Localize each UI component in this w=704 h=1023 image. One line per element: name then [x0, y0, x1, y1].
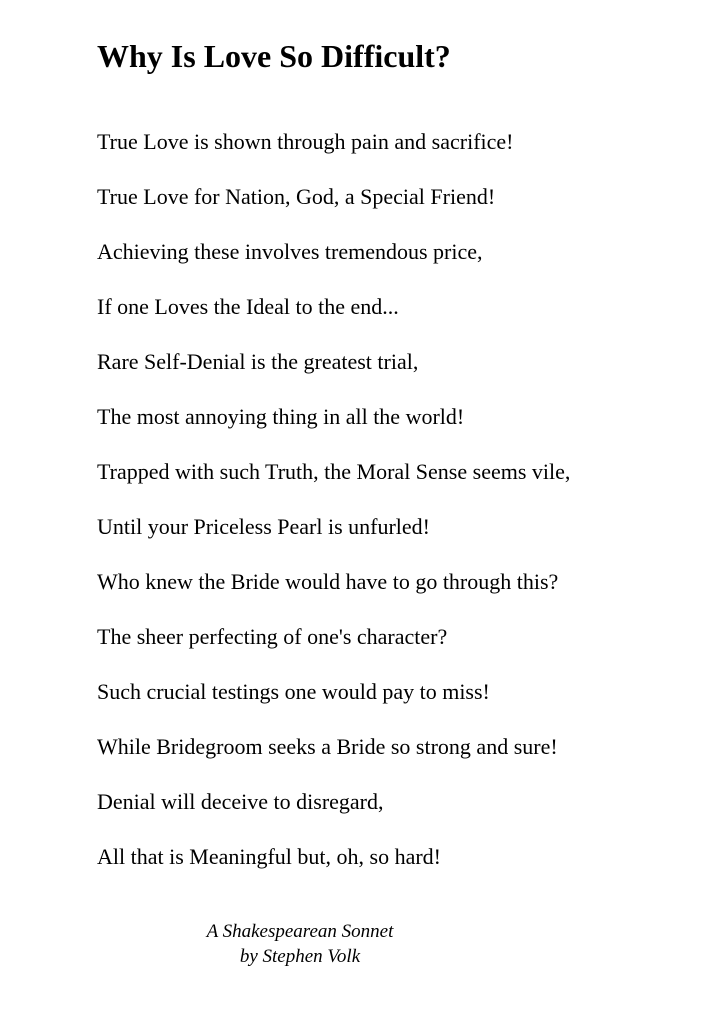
poem-line: All that is Meaningful but, oh, so hard! — [97, 844, 442, 869]
poem-line: Who knew the Bride would have to go through this? — [97, 569, 559, 594]
sonnet-form-label: A Shakespearean Sonnet — [206, 921, 394, 942]
poem-line: True Love is shown through pain and sacrifice! — [97, 129, 514, 154]
poem-title: Why Is Love So Difficult? — [97, 38, 451, 74]
poem-line: Trapped with such Truth, the Moral Sense seems vile, — [97, 459, 571, 484]
poem-line: While Bridegroom seeks a Bride so strong and sure! — [97, 734, 558, 759]
author-byline: by Stephen Volk — [239, 946, 361, 967]
poem-line: Rare Self-Denial is the greatest trial, — [97, 349, 419, 374]
attribution — [170, 919, 430, 969]
poem-line: True Love for Nation, God, a Special Friend! — [97, 184, 496, 209]
poem-line: Until your Priceless Pearl is unfurled! — [97, 514, 430, 539]
poem-line: The most annoying thing in all the world! — [97, 404, 465, 429]
poem-body — [97, 126, 697, 896]
poem-line: The sheer perfecting of one's character? — [97, 624, 448, 649]
poem-line: Such crucial testings one would pay to miss! — [97, 679, 490, 704]
poem-line: Denial will deceive to disregard, — [97, 789, 384, 814]
poem-line: If one Loves the Ideal to the end... — [97, 294, 399, 319]
poem-line: Achieving these involves tremendous price, — [97, 239, 483, 264]
